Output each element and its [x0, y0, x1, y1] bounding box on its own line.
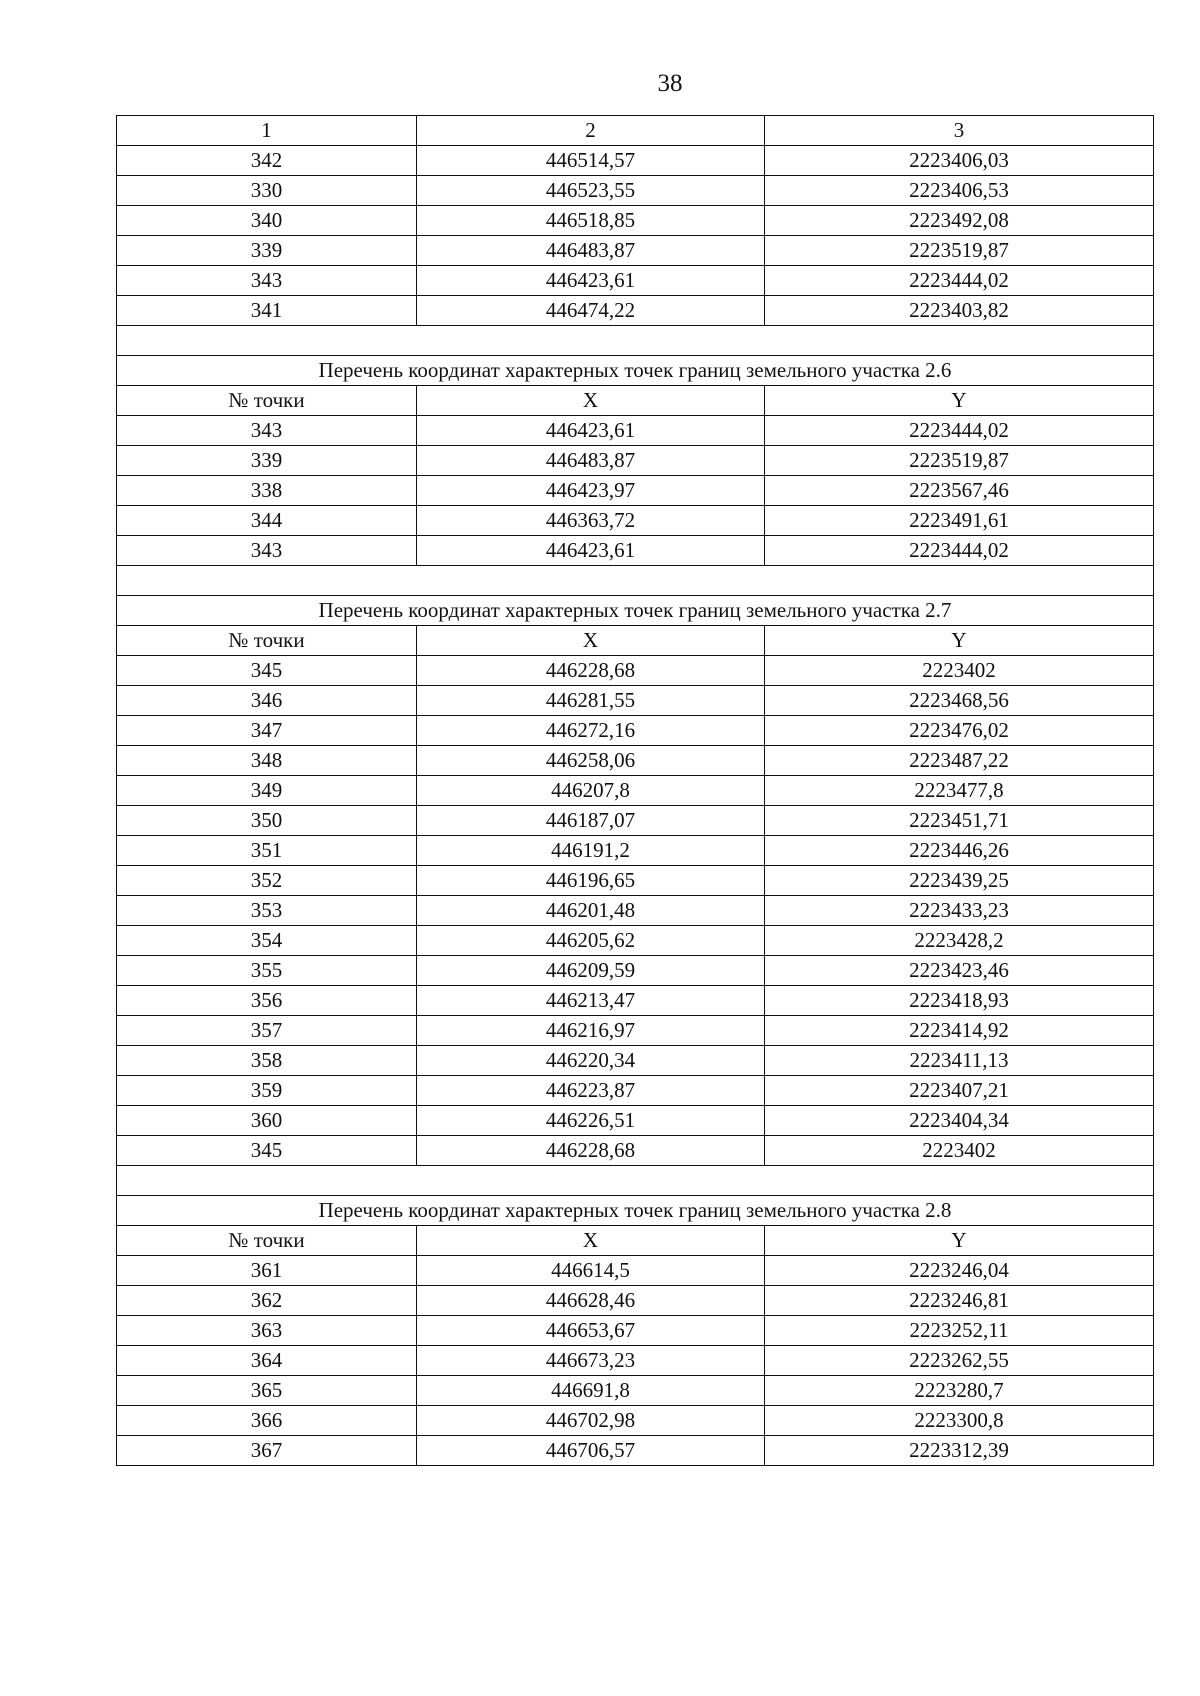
column-number-row	[117, 116, 1154, 146]
y-coordinate-cell: 2223403,82	[765, 296, 1154, 326]
table-row	[117, 146, 1154, 176]
point-number-cell: 363	[117, 1316, 417, 1346]
y-coordinate-cell: 2223246,81	[765, 1286, 1154, 1316]
point-number-cell: 340	[117, 206, 417, 236]
spacer-cell	[117, 566, 1154, 596]
x-coordinate-cell: 446363,72	[417, 506, 765, 536]
table-row	[117, 1076, 1154, 1106]
y-coordinate-cell: 2223492,08	[765, 206, 1154, 236]
x-coordinate-cell: 446423,61	[417, 536, 765, 566]
x-coordinate-cell: 446226,51	[417, 1106, 765, 1136]
point-number-cell: 350	[117, 806, 417, 836]
x-coordinate-cell: 446191,2	[417, 836, 765, 866]
y-coordinate-cell: 2223487,22	[765, 746, 1154, 776]
point-number-cell: 351	[117, 836, 417, 866]
section-header-row	[117, 626, 1154, 656]
y-coordinate-cell: 2223491,61	[765, 506, 1154, 536]
y-coordinate-cell: 2223476,02	[765, 716, 1154, 746]
table-row	[117, 836, 1154, 866]
table-row	[117, 1256, 1154, 1286]
y-coordinate-cell: 2223312,39	[765, 1436, 1154, 1466]
page-number: 38	[657, 70, 683, 97]
y-coordinate-cell: 2223414,92	[765, 1016, 1154, 1046]
y-coordinate-cell: 2223477,8	[765, 776, 1154, 806]
point-number-cell: 338	[117, 476, 417, 506]
y-coordinate-cell: 2223519,87	[765, 236, 1154, 266]
column-number-cell: 1	[117, 116, 417, 146]
table-row	[117, 506, 1154, 536]
y-coordinate-cell: 2223433,23	[765, 896, 1154, 926]
column-header: X	[417, 626, 765, 656]
y-coordinate-cell: 2223406,03	[765, 146, 1154, 176]
y-coordinate-cell: 2223300,8	[765, 1406, 1154, 1436]
x-coordinate-cell: 446207,8	[417, 776, 765, 806]
y-coordinate-cell: 2223428,2	[765, 926, 1154, 956]
table-row	[117, 446, 1154, 476]
point-number-cell: 343	[117, 266, 417, 296]
x-coordinate-cell: 446706,57	[417, 1436, 765, 1466]
table-row	[117, 206, 1154, 236]
spacer-row	[117, 1166, 1154, 1196]
table-row	[117, 1046, 1154, 1076]
point-number-cell: 358	[117, 1046, 417, 1076]
x-coordinate-cell: 446518,85	[417, 206, 765, 236]
point-number-cell: 347	[117, 716, 417, 746]
column-header: X	[417, 1226, 765, 1256]
point-number-cell: 349	[117, 776, 417, 806]
point-number-cell: 341	[117, 296, 417, 326]
column-number-cell: 2	[417, 116, 765, 146]
y-coordinate-cell: 2223262,55	[765, 1346, 1154, 1376]
y-coordinate-cell: 2223519,87	[765, 446, 1154, 476]
section-title: Перечень координат характерных точек границ земельного участка 2.8	[117, 1196, 1154, 1226]
spacer-row	[117, 566, 1154, 596]
table-row	[117, 686, 1154, 716]
x-coordinate-cell: 446272,16	[417, 716, 765, 746]
point-number-cell: 342	[117, 146, 417, 176]
point-number-cell: 339	[117, 446, 417, 476]
y-coordinate-cell: 2223423,46	[765, 956, 1154, 986]
x-coordinate-cell: 446213,47	[417, 986, 765, 1016]
x-coordinate-cell: 446423,61	[417, 416, 765, 446]
y-coordinate-cell: 2223252,11	[765, 1316, 1154, 1346]
table-row	[117, 1376, 1154, 1406]
y-coordinate-cell: 2223439,25	[765, 866, 1154, 896]
y-coordinate-cell: 2223418,93	[765, 986, 1154, 1016]
table-row	[117, 236, 1154, 266]
point-number-cell: 346	[117, 686, 417, 716]
x-coordinate-cell: 446483,87	[417, 446, 765, 476]
x-coordinate-cell: 446223,87	[417, 1076, 765, 1106]
y-coordinate-cell: 2223404,34	[765, 1106, 1154, 1136]
x-coordinate-cell: 446216,97	[417, 1016, 765, 1046]
point-number-cell: 366	[117, 1406, 417, 1436]
x-coordinate-cell: 446514,57	[417, 146, 765, 176]
section-title-row	[117, 596, 1154, 626]
table-row	[117, 896, 1154, 926]
table-row	[117, 536, 1154, 566]
table-row	[117, 716, 1154, 746]
column-header: Y	[765, 626, 1154, 656]
table-row	[117, 1406, 1154, 1436]
y-coordinate-cell: 2223451,71	[765, 806, 1154, 836]
section-title-row	[117, 1196, 1154, 1226]
point-number-cell: 339	[117, 236, 417, 266]
table-row	[117, 1286, 1154, 1316]
y-coordinate-cell: 2223402	[765, 656, 1154, 686]
x-coordinate-cell: 446281,55	[417, 686, 765, 716]
x-coordinate-cell: 446614,5	[417, 1256, 765, 1286]
x-coordinate-cell: 446228,68	[417, 1136, 765, 1166]
x-coordinate-cell: 446220,34	[417, 1046, 765, 1076]
x-coordinate-cell: 446523,55	[417, 176, 765, 206]
point-number-cell: 330	[117, 176, 417, 206]
table-row	[117, 956, 1154, 986]
point-number-cell: 343	[117, 536, 417, 566]
column-header: Y	[765, 386, 1154, 416]
table-row	[117, 1436, 1154, 1466]
y-coordinate-cell: 2223402	[765, 1136, 1154, 1166]
table-row	[117, 1106, 1154, 1136]
point-number-cell: 345	[117, 1136, 417, 1166]
point-number-cell: 352	[117, 866, 417, 896]
x-coordinate-cell: 446702,98	[417, 1406, 765, 1436]
table-row	[117, 296, 1154, 326]
point-number-cell: 344	[117, 506, 417, 536]
spacer-row	[117, 326, 1154, 356]
x-coordinate-cell: 446228,68	[417, 656, 765, 686]
table-row	[117, 1346, 1154, 1376]
table-row	[117, 776, 1154, 806]
table-row	[117, 1016, 1154, 1046]
x-coordinate-cell: 446483,87	[417, 236, 765, 266]
table-row	[117, 926, 1154, 956]
table-row	[117, 176, 1154, 206]
section-header-row	[117, 1226, 1154, 1256]
section-header-row	[117, 386, 1154, 416]
section-title-row	[117, 356, 1154, 386]
x-coordinate-cell: 446187,07	[417, 806, 765, 836]
table-row	[117, 656, 1154, 686]
column-header: X	[417, 386, 765, 416]
table-row	[117, 1316, 1154, 1346]
y-coordinate-cell: 2223444,02	[765, 416, 1154, 446]
table-row	[117, 416, 1154, 446]
column-header: № точки	[117, 386, 417, 416]
table-row	[117, 1136, 1154, 1166]
point-number-cell: 361	[117, 1256, 417, 1286]
y-coordinate-cell: 2223411,13	[765, 1046, 1154, 1076]
spacer-cell	[117, 1166, 1154, 1196]
y-coordinate-cell: 2223406,53	[765, 176, 1154, 206]
table-row	[117, 266, 1154, 296]
column-header: № точки	[117, 1226, 417, 1256]
y-coordinate-cell: 2223246,04	[765, 1256, 1154, 1286]
table-row	[117, 986, 1154, 1016]
point-number-cell: 356	[117, 986, 417, 1016]
x-coordinate-cell: 446423,97	[417, 476, 765, 506]
coordinates-table	[116, 115, 1154, 1466]
column-number-cell: 3	[765, 116, 1154, 146]
point-number-cell: 357	[117, 1016, 417, 1046]
point-number-cell: 365	[117, 1376, 417, 1406]
point-number-cell: 364	[117, 1346, 417, 1376]
point-number-cell: 345	[117, 656, 417, 686]
column-header: № точки	[117, 626, 417, 656]
table-row	[117, 806, 1154, 836]
y-coordinate-cell: 2223444,02	[765, 266, 1154, 296]
y-coordinate-cell: 2223446,26	[765, 836, 1154, 866]
point-number-cell: 362	[117, 1286, 417, 1316]
point-number-cell: 355	[117, 956, 417, 986]
spacer-cell	[117, 326, 1154, 356]
point-number-cell: 343	[117, 416, 417, 446]
point-number-cell: 360	[117, 1106, 417, 1136]
table-row	[117, 746, 1154, 776]
x-coordinate-cell: 446205,62	[417, 926, 765, 956]
x-coordinate-cell: 446201,48	[417, 896, 765, 926]
section-title: Перечень координат характерных точек границ земельного участка 2.7	[117, 596, 1154, 626]
coordinates-table-body	[117, 116, 1154, 1466]
x-coordinate-cell: 446474,22	[417, 296, 765, 326]
x-coordinate-cell: 446196,65	[417, 866, 765, 896]
x-coordinate-cell: 446673,23	[417, 1346, 765, 1376]
column-header: Y	[765, 1226, 1154, 1256]
x-coordinate-cell: 446423,61	[417, 266, 765, 296]
y-coordinate-cell: 2223407,21	[765, 1076, 1154, 1106]
x-coordinate-cell: 446653,67	[417, 1316, 765, 1346]
point-number-cell: 367	[117, 1436, 417, 1466]
x-coordinate-cell: 446209,59	[417, 956, 765, 986]
y-coordinate-cell: 2223444,02	[765, 536, 1154, 566]
point-number-cell: 354	[117, 926, 417, 956]
point-number-cell: 353	[117, 896, 417, 926]
y-coordinate-cell: 2223567,46	[765, 476, 1154, 506]
point-number-cell: 348	[117, 746, 417, 776]
x-coordinate-cell: 446691,8	[417, 1376, 765, 1406]
y-coordinate-cell: 2223280,7	[765, 1376, 1154, 1406]
table-row	[117, 866, 1154, 896]
section-title: Перечень координат характерных точек границ земельного участка 2.6	[117, 356, 1154, 386]
point-number-cell: 359	[117, 1076, 417, 1106]
x-coordinate-cell: 446258,06	[417, 746, 765, 776]
x-coordinate-cell: 446628,46	[417, 1286, 765, 1316]
y-coordinate-cell: 2223468,56	[765, 686, 1154, 716]
table-row	[117, 476, 1154, 506]
